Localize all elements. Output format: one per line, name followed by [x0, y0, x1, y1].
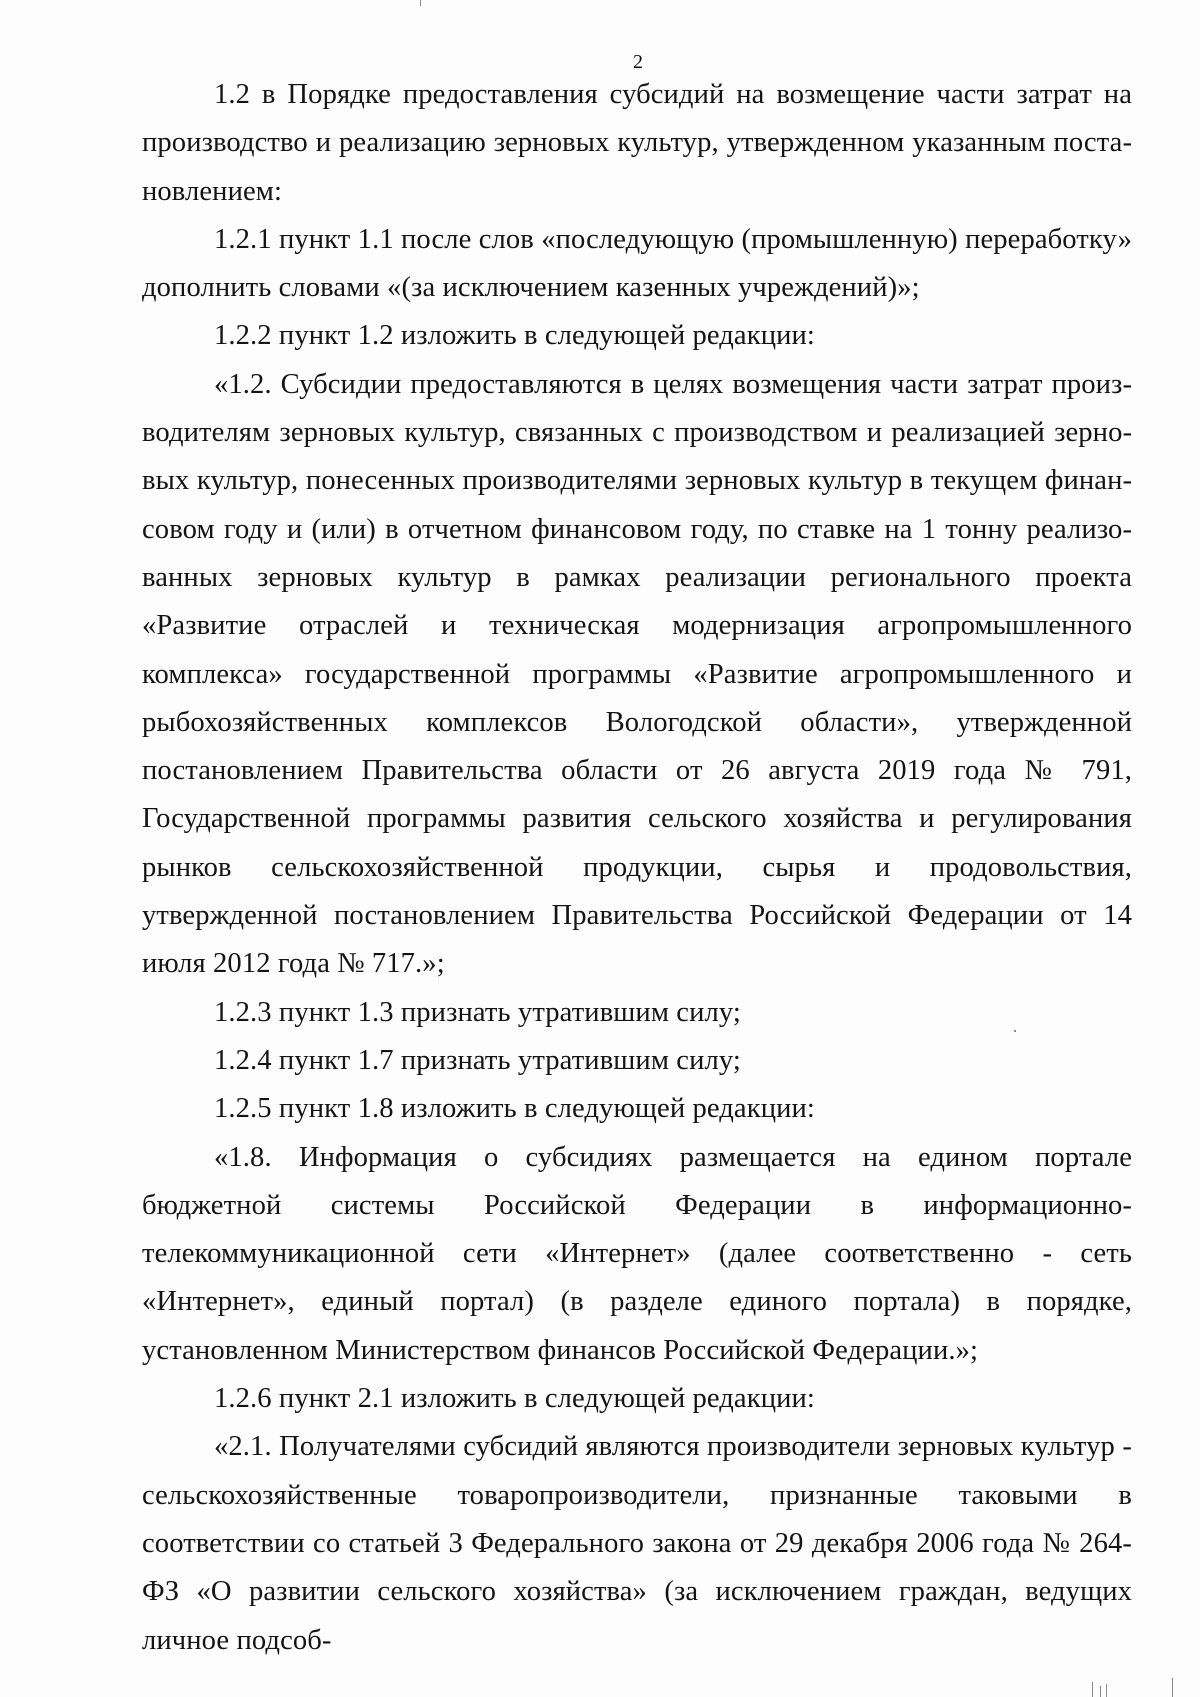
page-number: 2 [633, 51, 643, 73]
paragraph-1-2-4: 1.2.4 пункт 1.7 признать утратившим силу; [214, 1044, 741, 1076]
paragraph-quote-1-8: «1.8. Информация о субсидиях размещается на едином портале бюджетной системы Российской Федерации в информационно-телекоммуникационной сети «Интернет» (далее соответственно - сеть «Интернет», единый портал) (в разделе единого портала) в порядке, установленном Министерством финансов Российской Федерации.»; [142, 1141, 1132, 1366]
scan-artifact [1106, 1684, 1107, 1697]
paragraph-quote-2-1: «2.1. Получателями субсидий являются производители зерновых культур - сельскохозяйственные товаропроизводители, признанные таковыми в соответствии со статьей 3 Федерального закона от 29 декабря 2006 года № 264-ФЗ «О развитии сельского хозяйства» (за исключением граждан, ведущих личное подсоб- [142, 1431, 1132, 1656]
scan-artifact [420, 0, 421, 6]
paragraph-quote-1-2: «1.2. Субсидии предоставляются в целях возмещения части затрат производителям зерновых культур, связанных с производством и реализацией зерновых культур, понесенных производителями зерновых культур в текущем финансовом году и (или) в отчетном финансовом году, по ставке на 1 тонну реализованных зерновых культур в рамках реализации регионального проекта «Развитие отраслей и техническая модернизация агропромышленного комплекса» государственной программы «Развитие агропромышленного и рыбохозяйственных комплексов Вологодской области», утвержденной постановлением Правительства области от 26 августа 2019 года № 791, Государственной программы развития сельского хозяйства и регулирования рынков сельскохозяйственной продукции, сырья и продовольствия, утвержденной постановлением Правительства Российской Федерации от 14 июля 2012 года № 717.»; [142, 368, 1132, 980]
paragraph-1-2-5: 1.2.5 пункт 1.8 изложить в следующей редакции: [214, 1093, 815, 1125]
scan-artifact [1172, 1678, 1173, 1697]
scan-artifact [1100, 1686, 1101, 1697]
paragraph-1-2-1: 1.2.1 пункт 1.1 после слов «последующую (промышленную) переработку» дополнить словами «(за исключением казенных учреждений)»; [142, 223, 1132, 304]
document-body [142, 71, 1132, 1665]
paragraph-1-2-3: 1.2.3 пункт 1.3 признать утратившим силу; [214, 996, 741, 1028]
paragraph-1-2-2: 1.2.2 пункт 1.2 изложить в следующей редакции: [214, 320, 815, 352]
paragraph-1-2-6: 1.2.6 пункт 2.1 изложить в следующей редакции: [214, 1383, 815, 1415]
scan-artifact [1092, 1682, 1093, 1697]
paragraph-1-2: 1.2 в Порядке предоставления субсидий на возмещение части затрат на производство и реализацию зерновых культур, утвержденном указанным постановлением: [142, 79, 1132, 207]
